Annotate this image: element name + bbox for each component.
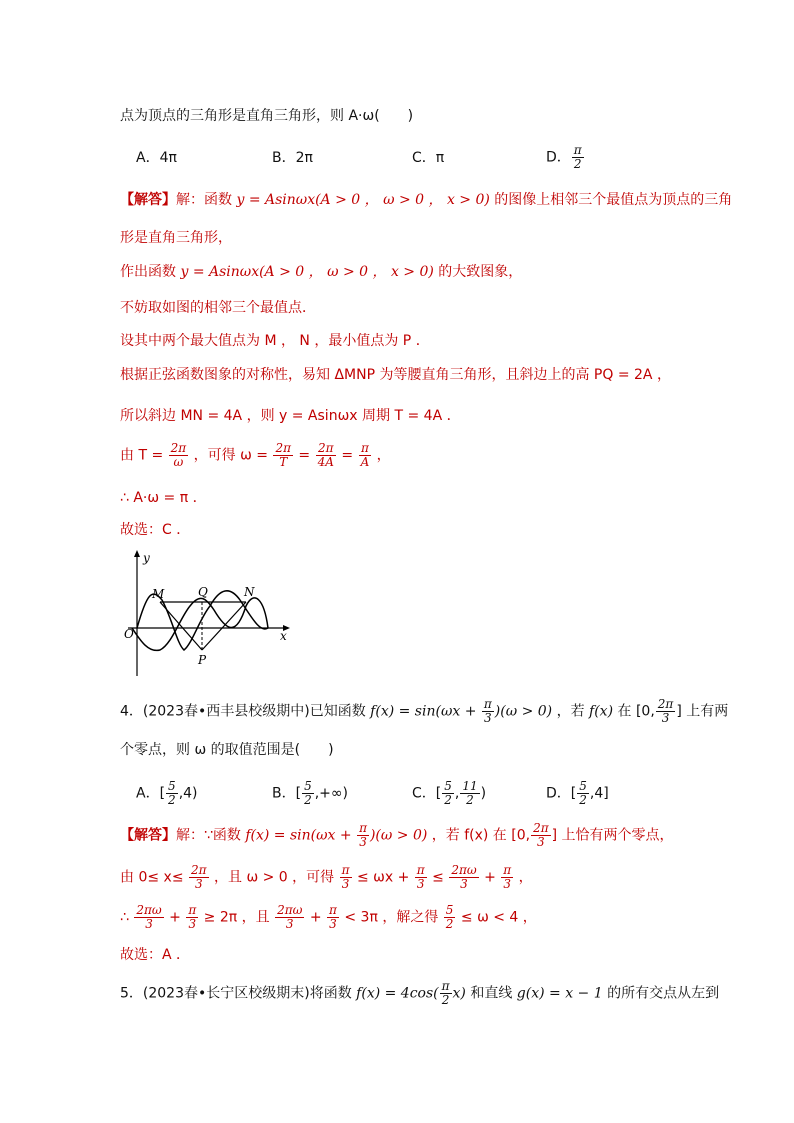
q3-solution-line-4: 不妨取如图的相邻三个最值点．: [120, 300, 316, 316]
q4-solution-line-4: 故选：A ．: [120, 947, 191, 963]
q3-solution-line-8: 由 T = $\frac{2\pi}{\omega}$ ，可得 ω = $\frac{2\pi}{T}$ = $\frac{2\pi}{4A}$ = $\frac{\pi}{A}$ ，: [120, 441, 391, 469]
label-x: x: [280, 629, 287, 643]
mp-segment: [160, 602, 202, 650]
q5-line-1: 5．(2023春•长宁区校级期末)将函数 f(x) = 4cos( $\frac{\pi}{2}$ x) 和直线 g(x) = x − 1 的所有交点从左到: [120, 979, 720, 1007]
q4-solution-line-3: ∴ $\frac{2\pi\omega}{3}$ + $\frac{\pi}{3}$ ≥ 2π ，且 $\frac{2\pi\omega}{3}$ + $\frac{\pi}{3}$ < 3π ，解之得 $\frac{5}{2}$ ≤ ω < 4 ，: [120, 903, 537, 931]
q3-solution-line-1: 【解答】解：函数 y = Asinωx(A > 0 ， ω > 0 ， x > 0) 的图像上相邻三个最值点为顶点的三角: [120, 192, 733, 208]
q3-solution-line-6: 根据正弦函数图象的对称性，易知 ΔMNP 为等腰直角三角形，且斜边上的高 PQ = 2A ，: [120, 367, 671, 383]
q3-option-d: D． $\frac{\pi}{2}$: [546, 143, 582, 171]
q4-option-b: B．[ $\frac{5}{2}$ ,+∞): [272, 779, 349, 807]
label-m: M: [152, 587, 165, 601]
q4-option-d: D．[ $\frac{5}{2}$ ,4]: [546, 779, 609, 807]
label-q: Q: [198, 585, 208, 599]
y-axis-arrow: [134, 550, 140, 557]
q3-solution-line-7: 所以斜边 MN = 4A ，则 y = Asinωx 周期 T = 4A ．: [120, 408, 461, 424]
q3-option-c: C．π: [412, 150, 445, 166]
sine-graph: [120, 548, 296, 678]
q3-solution-line-5: 设其中两个最大值点为 M ， N ，最小值点为 P ．: [120, 333, 430, 349]
np-segment: [202, 602, 246, 650]
q3-solution-line-2: 形是直角三角形，: [120, 230, 232, 246]
q4-solution-line-2: 由 0≤ x≤ $\frac{2\pi}{3}$ ，且 ω > 0 ，可得 $\frac{\pi}{3}$ ≤ ωx + $\frac{\pi}{3}$ ≤ $\frac{2\pi\omega}{3}$ + $\frac{\pi}{3}$ ，: [120, 863, 533, 891]
q4-option-c: C．[ $\frac{5}{2}$ , $\frac{11}{2}$ ): [412, 779, 487, 807]
q3-solution-line-10: 故选：C ．: [120, 522, 191, 538]
q3-solution-line-9: ∴ A·ω = π ．: [120, 490, 207, 506]
label-p: P: [198, 653, 207, 667]
question3-tail: 点为顶点的三角形是直角三角形，则 A·ω( ): [120, 108, 414, 124]
q4-option-a: A．[ $\frac{5}{2}$ ,4): [136, 779, 198, 807]
label-origin: O: [124, 627, 134, 641]
q3-option-b: B．2π: [272, 150, 313, 166]
q4-solution-line-1: 【解答】解：∵函数 f(x) = sin(ωx + $\frac{\pi}{3}$ )(ω > 0) ，若 f(x) 在 [0, $\frac{2\pi}{3}$ ] 上恰有两个零点，: [120, 821, 674, 849]
label-n: N: [244, 585, 255, 599]
label-y: y: [143, 551, 150, 565]
q4-line-2: 个零点，则 ω 的取值范围是( ): [120, 742, 334, 758]
q4-line-1: 4．(2023春•西丰县校级期中)已知函数 f(x) = sin(ωx + $\frac{\pi}{3}$ )(ω > 0) ，若 f(x) 在 [0, $\frac{2\pi}{3}$ ] 上有两: [120, 697, 729, 725]
q3-option-a: A．4π: [136, 150, 177, 166]
q3-solution-line-3: 作出函数 y = Asinωx(A > 0 ， ω > 0 ， x > 0) 的大致图象，: [120, 264, 523, 280]
